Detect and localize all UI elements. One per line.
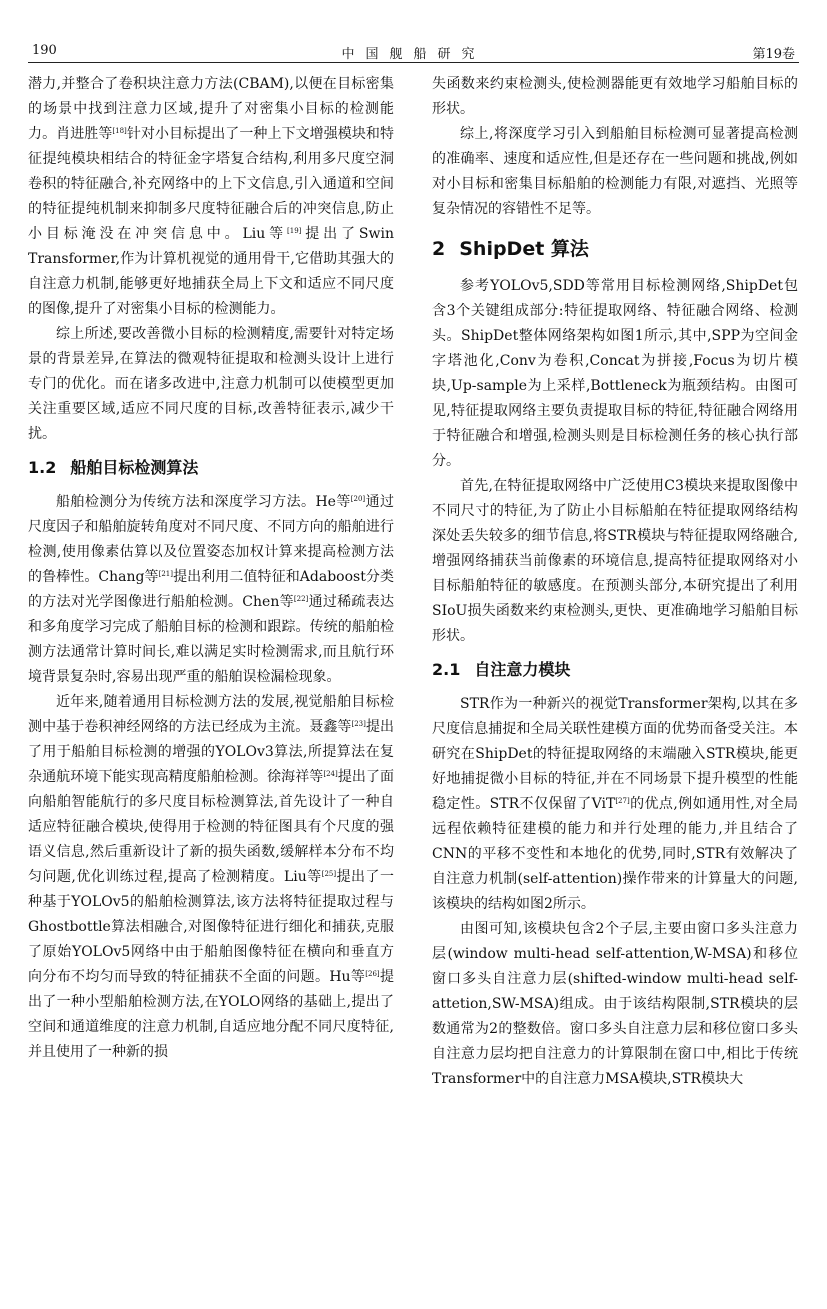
paragraph: 综上,将深度学习引入到船舶目标检测可显著提高检测的准确率、速度和适应性,但是还存在一些问题和挑战,例如对小目标和密集目标船舶的检测能力有限,对遮挡、光照等复杂情况的容错性不足等。	[432, 126, 798, 217]
citation-marker: [19]	[287, 227, 302, 235]
paragraph: 近年来,随着通用目标检测方法的发展,视觉船舶目标检测中基于卷积神经网络的方法已经成为主流。聂鑫等[23]提出了用于船舶目标检测的增强的YOLOv3算法,所提算法在复杂通航环境下能实现高精度船舶检测。徐海祥等[24]提出了面向船舶智能航行的多尺度目标检测算法,首先设计了一种自适应特征融合模块,使得用于检测的特征图具有个尺度的强语义信息,然后重新设计了新的损失函数,缓解样本分布不均匀问题,优化训练过程,提高了检测精度。Liu等[25]提出了一种基于YOLOv5的船舶检测算法,该方法将特征提取过程与Ghostbottle算法相融合,对图像特征进行细化和捕获,克服了原始YOLOv5网络中由于船舶图像特征在横向和垂直方向分布不均匀而导致的特征捕获不全面的问题。Hu等[26]提出了一种小型船舶检测方法,在YOLO网络的基础上,提出了空间和通道维度的注意力机制,自适应地分配不同尺度特征,并且使用了一种新的损	[28, 694, 395, 1060]
paragraph: 首先,在特征提取网络中广泛使用C3模块来提取图像中不同尺寸的特征,为了防止小目标船舶在特征提取网络结构深处丢失较多的细节信息,将STR模块与特征提取网络融合,增强网络捕获当前像素的环境信息,提高特征提取网络对小目标船舶特征的敏感度。在预测头部分,本研究提出了利用SIoU损失函数来约束检测头,更快、更准确地学习船舶目标形状。	[432, 478, 798, 644]
section-heading-2-1	[432, 658, 798, 682]
right-column	[432, 72, 798, 1092]
section-number: 1.2	[28, 458, 57, 477]
section-title: 船舶目标检测算法	[70, 458, 199, 477]
paragraph: STR作为一种新兴的视觉Transformer架构,以其在多尺度信息捕捉和全局关联性建模方面的优势而备受关注。本研究在ShipDet的特征提取网络的末端融入STR模块,能更好地捕捉微小目标的特征,并在不同场景下提升模型的性能稳定性。STR不仅保留了ViT[27]的优点,例如通用性,对全局远程依赖特征建模的能力和并行处理的能力,并且结合了CNN的平移不变性和本地化的优势,同时,STR有效解决了自注意力机制(self-attention)操作带来的计算量大的问题,该模块的结构如图2所示。	[432, 696, 798, 912]
volume-label: 第19卷	[752, 47, 795, 62]
citation-marker: [21]	[158, 570, 173, 578]
section-title: 自注意力模块	[474, 660, 571, 679]
section-heading-2	[432, 236, 798, 262]
paragraph: 船舶检测分为传统方法和深度学习方法。He等[20]通过尺度因子和船舶旋转角度对不同尺度、不同方向的船舶进行检测,使用像素估算以及位置姿态加权计算来提高检测方法的鲁棒性。Chang等[21]提出利用二值特征和Adaboost分类的方法对光学图像进行船舶检测。Chen等[22]通过稀疏表达和多角度学习完成了船舶目标的检测和跟踪。传统的船舶检测方法通常计算时间长,难以满足实时检测需求,而且航行环境背景复杂时,容易出现严重的船舶误检漏检现象。	[28, 494, 395, 685]
running-header	[28, 40, 799, 63]
paragraph: 综上所述,要改善微小目标的检测精度,需要针对特定场景的背景差异,在算法的微观特征提取和检测头设计上进行专门的优化。而在诸多改进中,注意力机制可以使模型更加关注重要区域,适应不同尺度的目标,改善特征表示,减少干扰。	[28, 326, 394, 442]
section-title: ShipDet 算法	[459, 238, 589, 260]
left-column	[28, 72, 394, 1065]
paragraph: 潜力,并整合了卷积块注意力方法(CBAM),以便在目标密集的场景中找到注意力区域,提升了对密集小目标的检测能力。肖进胜等[18]针对小目标提出了一种上下文增强模块和特征提纯模块相结合的特征金字塔复合结构,利用多尺度空洞卷积的特征融合,补充网络中的上下文信息,引入通道和空间的特征提纯机制来抑制多尺度特征融合后的冲突信息,防止小目标淹没在冲突信息中。Liu等[19]提出了Swin Transformer,作为计算机视觉的通用骨干,它借助其强大的自注意力机制,能够更好地捕获全局上下文和适应不同尺度的图像,提升了对密集小目标的检测能力。	[28, 76, 394, 317]
citation-marker: [18]	[112, 127, 127, 135]
citation-marker: [22]	[293, 595, 309, 603]
paragraph: 由图可知,该模块包含2个子层,主要由窗口多头注意力层(window multi-head self-attention,W-MSA)和移位窗口多头自注意力层(shifted-window multi-head self-attetion,SW-MSA)组成。由于该结构限制,STR模块的层数通常为2的整数倍。窗口多头自注意力层和移位窗口多头自注意力层均把自注意力的计算限制在窗口中,相比于传统Transformer中的自注意力MSA模块,STR模块大	[432, 921, 798, 1087]
section-heading-1-2	[28, 456, 394, 480]
journal-title: 中国舰船研究	[341, 47, 486, 62]
paragraph: 失函数来约束检测头,使检测器能更有效地学习船舶目标的形状。	[432, 76, 798, 117]
paragraph: 参考YOLOv5,SDD等常用目标检测网络,ShipDet包含3个关键组成部分:特征提取网络、特征融合网络、检测头。ShipDet整体网络架构如图1所示,其中,SPP为空间金字塔池化,Conv为卷积,Concat为拼接,Focus为切片模块,Up-sample为上采样,Bottleneck为瓶颈结构。由图可见,特征提取网络主要负责提取目标的特征,特征融合网络用于特征融合和增强,检测头则是目标检测任务的核心执行部分。	[432, 278, 798, 469]
citation-marker: [25]	[321, 870, 337, 878]
citation-marker: [20]	[350, 495, 366, 503]
page-number: 190	[32, 43, 57, 58]
citation-marker: [26]	[365, 970, 380, 978]
citation-marker: [23]	[351, 720, 366, 728]
citation-marker: [27]	[615, 797, 630, 805]
citation-marker: [24]	[323, 770, 338, 778]
section-number: 2	[432, 238, 446, 260]
section-number: 2.1	[432, 660, 461, 679]
